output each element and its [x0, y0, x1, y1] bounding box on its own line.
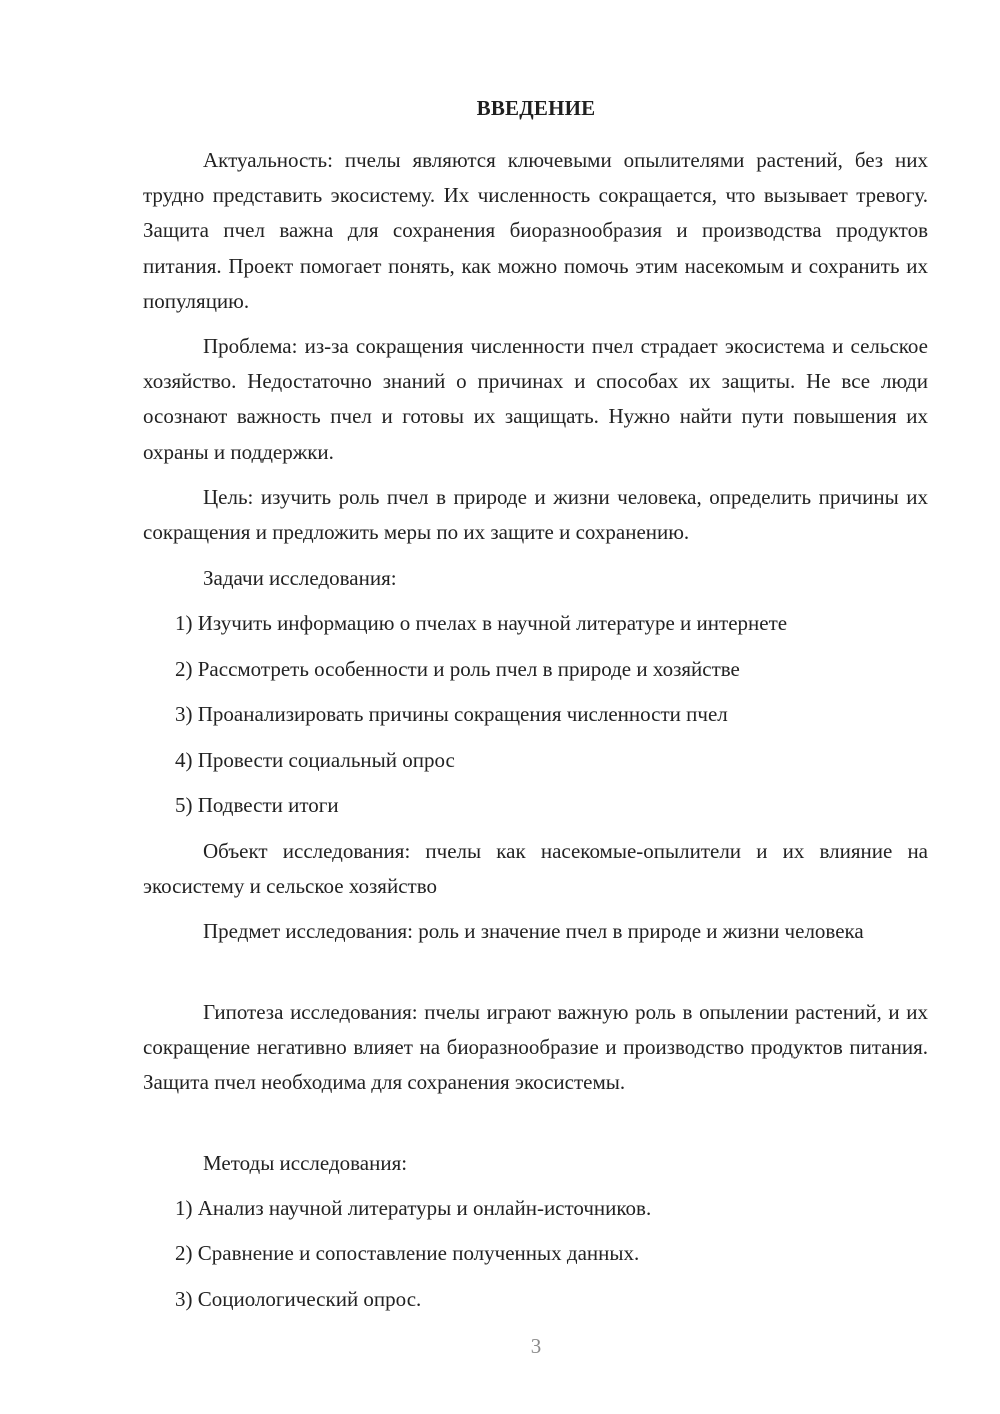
task-item: 3) Проанализировать причины сокращения численности пчел	[175, 702, 728, 726]
paragraph-goal	[143, 480, 928, 550]
paragraph-object	[143, 834, 928, 904]
paragraph-object-text: Объект исследования: пчелы как насекомые-опылители и их влияние на экосистему и сельское хозяйство	[143, 839, 928, 899]
method-item: 1) Анализ научной литературы и онлайн-источников.	[175, 1196, 652, 1220]
tasks-heading: Задачи исследования:	[203, 566, 397, 590]
method-item: 2) Сравнение и сопоставление полученных данных.	[175, 1241, 640, 1265]
task-item: 4) Провести социальный опрос	[175, 748, 455, 772]
paragraph-relevance	[143, 143, 928, 319]
paragraph-goal-text: Цель: изучить роль пчел в природе и жизни человека, определить причины их сокращения и предложить меры по их защите и сохранению.	[143, 485, 928, 545]
paragraph-subject-text: Предмет исследования: роль и значение пчел в природе и жизни человека	[203, 919, 864, 943]
paragraph-subject	[143, 914, 928, 949]
task-item: 2) Рассмотреть особенности и роль пчел в природе и хозяйстве	[175, 657, 740, 681]
page-number: 3	[530, 1334, 542, 1358]
paragraph-hypothesis-text: Гипотеза исследования: пчелы играют важную роль в опылении растений, и их сокращение негативно влияет на биоразнообразие и производство продуктов питания. Защита пчел необходима для сохранения экосистемы.	[143, 1000, 928, 1095]
paragraph-relevance-text: Актуальность: пчелы являются ключевыми опылителями растений, без них трудно представить экосистему. Их численность сокращается, что вызывает тревогу. Защита пчел важна для сохранения биоразнообразия и производства продуктов питания. Проект помогает понять, как можно помочь этим насекомым и сохранить их популяцию.	[143, 148, 928, 313]
paragraph-problem	[143, 329, 928, 470]
paragraph-hypothesis	[143, 995, 928, 1101]
page-title: ВВЕДЕНИЕ	[476, 96, 596, 120]
method-item: 3) Социологический опрос.	[175, 1287, 422, 1311]
task-item: 1) Изучить информацию о пчелах в научной литературе и интернете	[175, 611, 788, 635]
methods-heading: Методы исследования:	[203, 1151, 408, 1175]
paragraph-problem-text: Проблема: из-за сокращения численности пчел страдает экосистема и сельское хозяйство. Недостаточно знаний о причинах и способах их защиты. Не все люди осознают важность пчел и готовы их защищать. Нужно найти пути повышения их охраны и поддержки.	[143, 334, 928, 464]
task-item: 5) Подвести итоги	[175, 793, 339, 817]
